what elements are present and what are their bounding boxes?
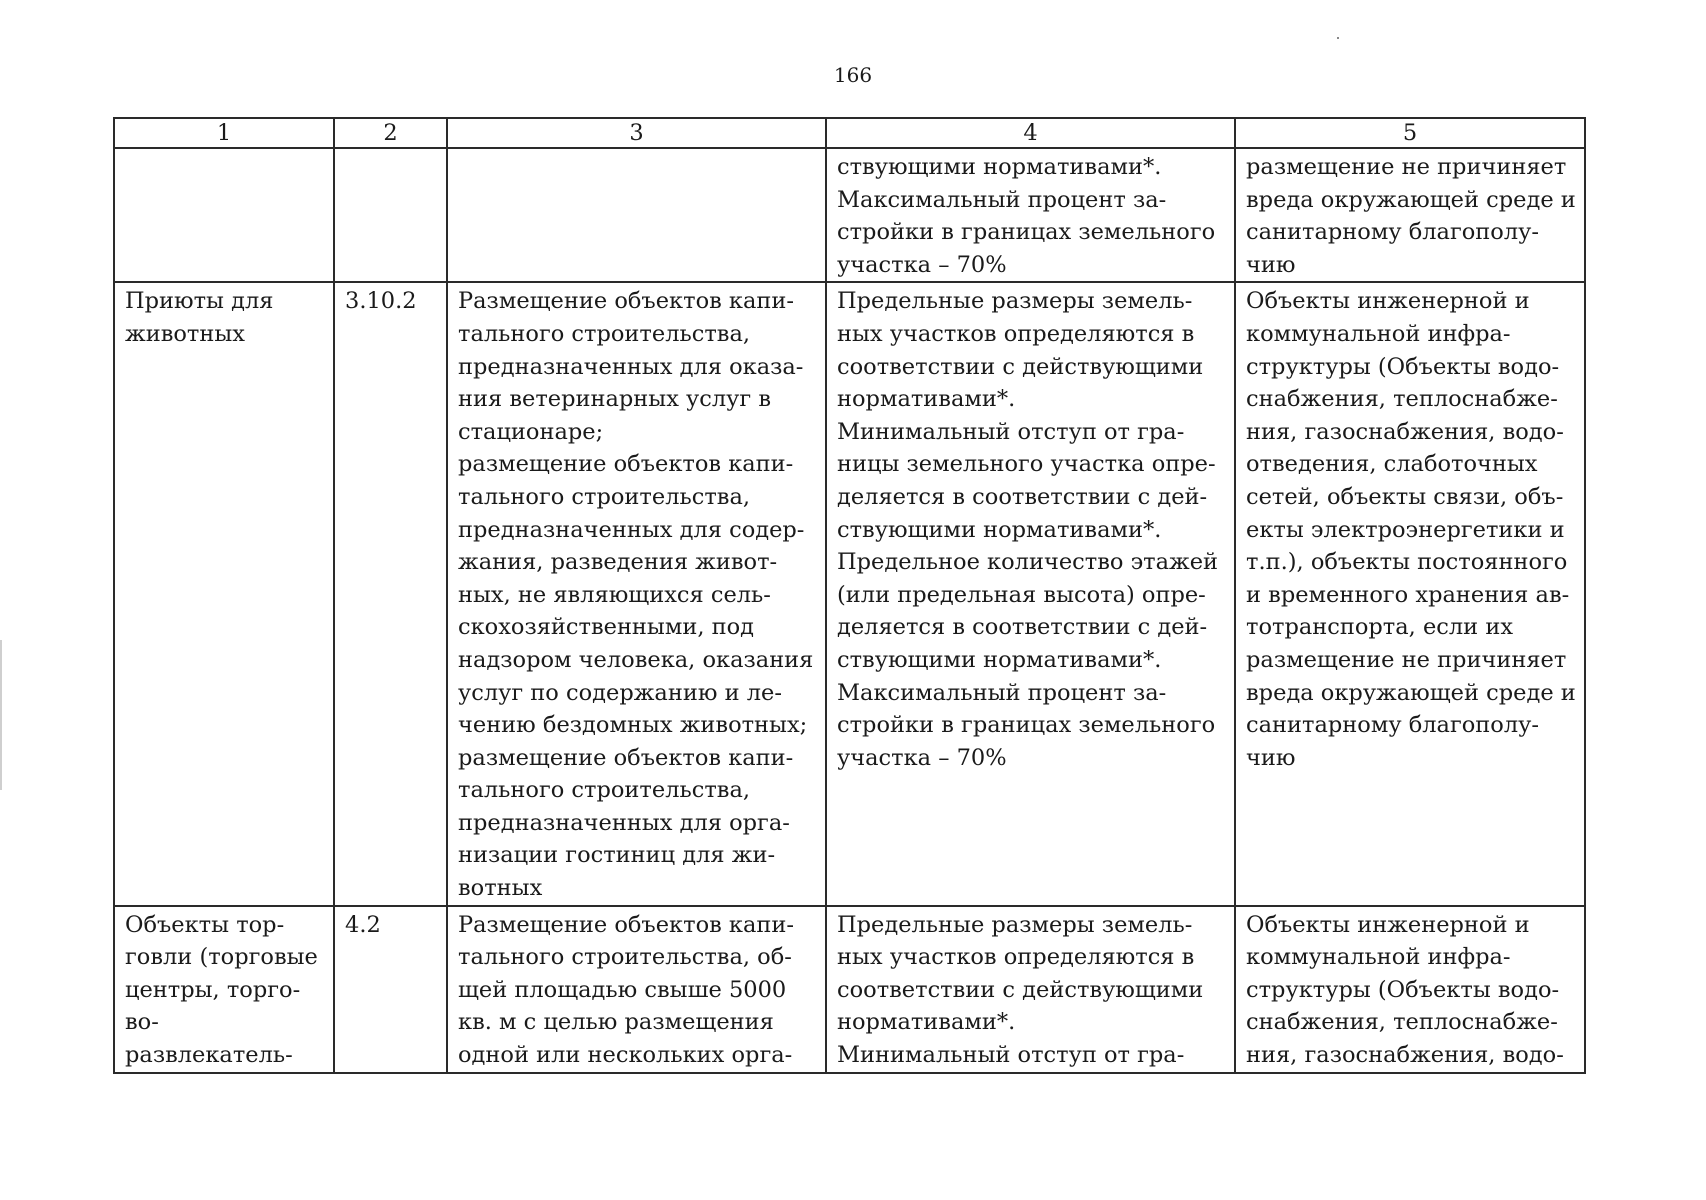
cell-text-line: вреда окружающей среде и: [1246, 679, 1576, 706]
cell-text-line: размещение не причиняет: [1246, 646, 1567, 673]
cell-text-line: скохозяйственными, под: [458, 614, 755, 641]
cell-text-line: услуг по содержанию и ле-: [458, 679, 782, 706]
cell-text-line: нормативами*.: [837, 1009, 1016, 1036]
row-parameters-cell: [826, 906, 1235, 1073]
cell-text-line: т.п.), объекты постоянного: [1246, 549, 1568, 576]
cell-text-line: коммунальной инфра-: [1246, 944, 1511, 971]
cell-text-line: тального строительства,: [458, 483, 751, 510]
table-row: [114, 148, 1585, 282]
row-allowed-cell: [1235, 906, 1585, 1073]
column-number-row: [114, 118, 1585, 148]
cell-text-line: ния, газоснабжения, водо-: [1246, 1042, 1564, 1069]
cell-text-line: Объекты инженерной и: [1246, 288, 1530, 315]
cell-text-line: снабжения, теплоснабже-: [1246, 1009, 1558, 1036]
cell-text-line: ствующими нормативами*.: [837, 154, 1162, 180]
cell-text-line: предназначенных для оказа-: [458, 353, 804, 380]
scan-edge-mark: [0, 640, 2, 790]
cell-text-line: надзором человека, оказания: [458, 646, 814, 673]
cell-text-line: Предельное количество этажей: [837, 549, 1219, 576]
cell-text-line: Объекты тор-: [125, 911, 285, 938]
cell-text-line: чию: [1246, 744, 1296, 771]
row-allowed-cell: [1235, 282, 1585, 905]
cell-text-line: участка – 70%: [837, 744, 1007, 771]
cell-text-line: чению бездомных животных;: [458, 712, 808, 739]
cell-text-line: Объекты инженерной и: [1246, 911, 1530, 938]
cell-text-line: нормативами*.: [837, 386, 1016, 413]
cell-text-line: (или предельная высота) опре-: [837, 581, 1206, 608]
cell-text-line: ных, не являющихся сель-: [458, 581, 771, 608]
cell-text-line: снабжения, теплоснабже-: [1246, 386, 1558, 413]
cell-text-line: сетей, объекты связи, объ-: [1246, 483, 1564, 510]
row-parameters-cell: [826, 282, 1235, 905]
cell-text-line: вреда окружающей среде и: [1246, 186, 1576, 213]
cell-text-line: отведения, слаботочных: [1246, 451, 1538, 478]
cell-text-line: Максимальный процент за-: [837, 679, 1167, 706]
cell-text-line: кв. м с целью размещения: [458, 1009, 774, 1036]
cell-text-line: тотранспорта, если их: [1246, 614, 1514, 641]
cell-text-line: Минимальный отступ от гра-: [837, 418, 1185, 445]
cell-text-line: Минимальный отступ от гра-: [837, 1042, 1185, 1069]
cell-text-line: размещение объектов капи-: [458, 744, 794, 771]
zoning-table: [113, 117, 1586, 1074]
cell-text-line: ствующими нормативами*.: [837, 646, 1162, 673]
cell-text-line: центры, торго-: [125, 976, 301, 1003]
cell-text-line: развлекатель-: [125, 1042, 293, 1069]
row-code-cell: [334, 282, 447, 905]
row-name-cell: [114, 282, 334, 905]
table-row: [114, 906, 1585, 1073]
cell-text-line: деляется в соответствии с дей-: [837, 483, 1208, 510]
cell-text-line: предназначенных для орга-: [458, 809, 790, 836]
cell-text-line: ных участков определяются в: [837, 320, 1195, 347]
cell-text-line: стройки в границах земельного: [837, 219, 1216, 246]
cell-text-line: коммунальной инфра-: [1246, 320, 1511, 347]
cell-text-line: структуры (Объекты водо-: [1246, 976, 1560, 1003]
cell-text-line: и временного хранения ав-: [1246, 581, 1570, 608]
row-description-cell: [447, 282, 826, 905]
cell-text-line: структуры (Объекты водо-: [1246, 353, 1560, 380]
cell-text-line: Предельные размеры земель-: [837, 288, 1193, 315]
cell-text-line: чию: [1246, 251, 1296, 278]
column-number: 1: [114, 118, 334, 148]
cell-text-line: вотных: [458, 875, 543, 902]
column-number: 2: [334, 118, 447, 148]
row-code-cell: [334, 148, 447, 282]
cell-text-line: ствующими нормативами*.: [837, 516, 1162, 543]
row-description-cell: [447, 906, 826, 1073]
cell-text-line: соответствии с действующими: [837, 976, 1204, 1003]
cell-text-line: говли (торговые: [125, 944, 318, 971]
cell-text-line: санитарному благополу-: [1246, 219, 1539, 246]
cell-text-line: размещение объектов капи-: [458, 451, 794, 478]
cell-text-line: стройки в границах земельного: [837, 712, 1216, 739]
cell-text-line: ницы земельного участка опре-: [837, 451, 1216, 478]
cell-text-line: тального строительства,: [458, 320, 751, 347]
cell-text-line: 3.10.2: [345, 288, 417, 315]
cell-text-line: щей площадью свыше 5000: [458, 976, 787, 1003]
cell-text-line: ния ветеринарных услуг в: [458, 386, 772, 413]
column-number: 3: [447, 118, 826, 148]
row-description-cell: [447, 148, 826, 282]
cell-text-line: Приюты для: [125, 288, 274, 315]
cell-text-line: тального строительства,: [458, 777, 751, 804]
cell-text-line: 4.2: [345, 911, 381, 938]
cell-text-line: соответствии с действующими: [837, 353, 1204, 380]
cell-text-line: тального строительства, об-: [458, 944, 792, 971]
cell-text-line: санитарному благополу-: [1246, 712, 1539, 739]
cell-text-line: участка – 70%: [837, 251, 1007, 278]
cell-text-line: одной или нескольких орга-: [458, 1042, 793, 1069]
cell-text-line: жания, разведения живот-: [458, 549, 778, 576]
row-code-cell: [334, 906, 447, 1073]
cell-text-line: ния, газоснабжения, водо-: [1246, 418, 1564, 445]
cell-text-line: екты электроэнергетики и: [1246, 516, 1565, 543]
row-name-cell: [114, 906, 334, 1073]
page-number: 166: [833, 63, 873, 87]
column-number: 5: [1235, 118, 1585, 148]
cell-text-line: Максимальный процент за-: [837, 186, 1167, 213]
column-number: 4: [826, 118, 1235, 148]
scan-dust-mark: [1337, 37, 1339, 39]
cell-text-line: размещение не причиняет: [1246, 154, 1567, 180]
cell-text-line: ных участков определяются в: [837, 944, 1195, 971]
cell-text-line: Размещение объектов капи-: [458, 288, 795, 315]
cell-text-line: предназначенных для содер-: [458, 516, 805, 543]
cell-text-line: низации гостиниц для жи-: [458, 842, 776, 869]
cell-text-line: стационаре;: [458, 418, 604, 445]
cell-text-line: во-: [125, 1009, 159, 1036]
row-parameters-cell: [826, 148, 1235, 282]
cell-text-line: деляется в соответствии с дей-: [837, 614, 1208, 641]
cell-text-line: животных: [125, 320, 245, 347]
cell-text-line: Размещение объектов капи-: [458, 911, 795, 938]
row-name-cell: [114, 148, 334, 282]
row-allowed-cell: [1235, 148, 1585, 282]
table-row: [114, 282, 1585, 905]
cell-text-line: Предельные размеры земель-: [837, 911, 1193, 938]
